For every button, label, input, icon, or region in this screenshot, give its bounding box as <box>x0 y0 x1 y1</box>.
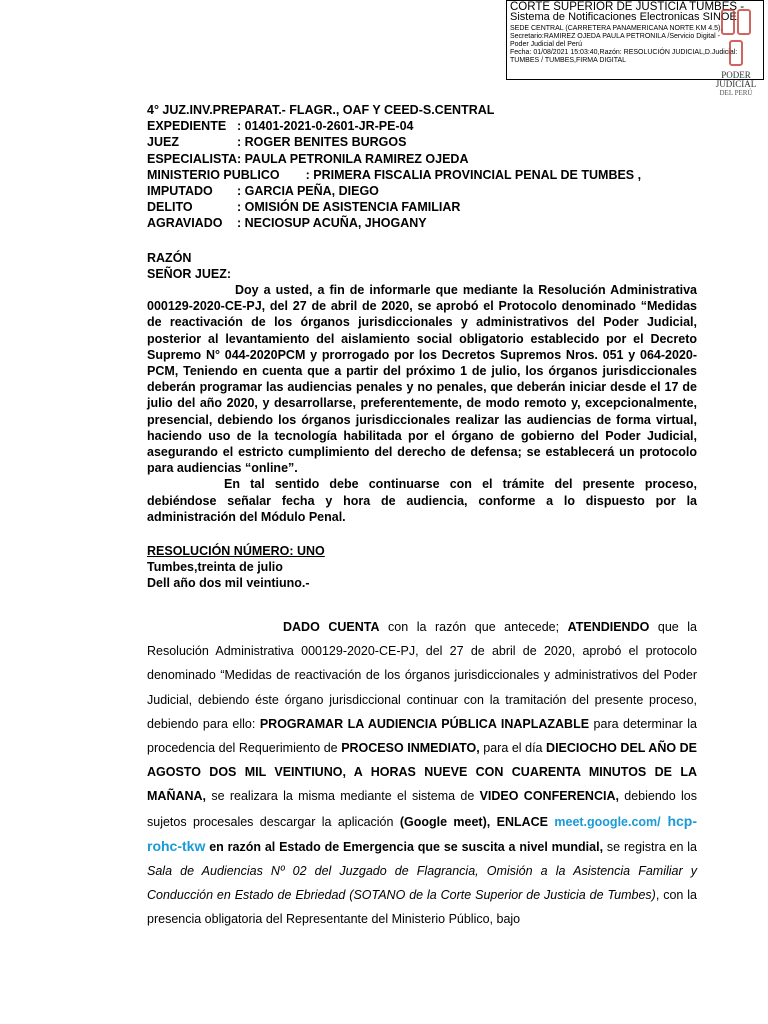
stamp-line: Poder Judicial del Perú <box>510 41 582 48</box>
stamp-line: SEDE CENTRAL (CARRETERA PANAMERICANA NORTE KM 4.5), <box>510 25 723 32</box>
razon-body <box>147 282 697 525</box>
resolution-heading <box>147 543 697 592</box>
body-text: para determinar la procedencia del Requerimiento de <box>147 716 697 756</box>
header-key: AGRAVIADO <box>147 216 223 231</box>
resolution-body <box>147 615 697 932</box>
body-text: VIDEO CONFERENCIA, <box>479 789 619 804</box>
header-key: EXPEDIENTE <box>147 119 227 134</box>
header-row <box>147 183 697 199</box>
header-key: ESPECIALISTA <box>147 151 238 166</box>
logo-text: DEL PERÚ <box>719 89 753 97</box>
stamp-line: Sistema de Notificaciones Electronicas SINOE <box>510 11 737 23</box>
body-text: Sala de Audiencias Nº 02 del Juzgado de Flagrancia, Omisión a la Asistencia Familiar y Conducción en Estado de Ebriedad (SOTANO de la Corte Superior de Justicia de Tumbes) <box>147 864 697 903</box>
body-text: PROGRAMAR LA AUDIENCIA PÚBLICA INAPLAZABLE <box>259 716 590 731</box>
meet-code-link[interactable]: hcp-rohc-tkw <box>147 812 697 854</box>
header-key: JUEZ <box>147 135 179 150</box>
body-text: , con la presencia obligatoria del Representante del Ministerio Público, bajo <box>147 888 698 927</box>
header-value: : ROGER BENITES BURGOS <box>237 135 407 150</box>
court-name: 4° JUZ.INV.PREPARAT.- FLAGR., OAF Y CEED-S.CENTRAL <box>147 103 495 117</box>
header-value: : 01401-2021-0-2601-JR-PE-04 <box>237 119 414 134</box>
razon-paragraph-text: En tal sentido debe continuarse con el trámite del presente proceso, debiéndose señalar fecha y hora de audiencia, conforme a lo dispuesto por la administración del Módulo Penal. <box>147 477 697 524</box>
stamp-line: Secretario:RAMIREZ OJEDA PAULA PETRONILA /Servicio Digital - <box>510 33 720 40</box>
poder-judicial-logo-icon <box>713 9 759 97</box>
razon-salutation: SEÑOR JUEZ: <box>147 267 232 282</box>
stamp-line: Fecha: 01/08/2021 15:03:40,Razón: RESOLUCIÓN JUDICIAL,D.Judicial: <box>510 49 738 56</box>
meet-link[interactable]: meet.google.com/ <box>554 814 661 829</box>
header-value: : PAULA PETRONILA RAMIREZ OJEDA <box>237 151 469 166</box>
header-value: : GARCIA PEÑA, DIEGO <box>237 184 379 199</box>
header-key: DELITO <box>147 200 193 215</box>
digital-signature-stamp <box>506 0 764 97</box>
body-text: DADO CUENTA <box>283 620 380 634</box>
header-key: IMPUTADO <box>147 184 213 199</box>
stamp-line: TUMBES / TUMBES,FIRMA DIGITAL <box>510 57 627 64</box>
header-row <box>147 167 697 183</box>
body-text: PROCESO INMEDIATO, <box>341 741 480 756</box>
header-row <box>147 151 697 167</box>
header-row <box>147 199 697 215</box>
body-text: ATENDIENDO <box>567 620 650 634</box>
resolution-place-date: Tumbes,treinta de julio <box>147 560 283 575</box>
razon-paragraph-text: Doy a usted, a fin de informarle que mediante la Resolución Administrativa 000129-2020-CE-PJ, del 27 de abril de 2020, se aprobó el Protocolo denominado “Medidas de reactivación de los órganos jurisdiccionales y administrativos del Poder Judicial, posterior al levantamiento del aislamiento social obligatorio establecido por el Decreto Supremo N° 044-2020PCM y prorrogado por los Decretos Supremos Nros. 051 y 064-2020-PCM, Teniendo en cuenta que a partir del próximo 1 de julio, los órganos jurisdiccionales deberán programar las audiencias penales y no penales, que deberán iniciar desde el 17 de julio del año 2020, y desarrollarse, preferentemente, de modo remoto y, excepcionalmente, presencial, debiendo los órganos jurisdiccionales realizar las audiencias de forma virtual, haciendo uso de la tecnología habilitada por el órgano de gobierno del Poder Judicial, asegurando el estricto cumplimiento del derecho de defensa; se establecerá un protocolo para audiencias “online”. <box>147 283 697 476</box>
body-text: (Google meet), ENLACE <box>399 814 555 829</box>
header-value: : NECIOSUP ACUÑA, JHOGANY <box>237 216 427 231</box>
header-key: MINISTERIO PUBLICO <box>147 167 280 182</box>
case-header <box>147 102 697 232</box>
header-row <box>147 215 697 231</box>
razon-paragraph <box>147 476 697 525</box>
header-row <box>147 134 697 150</box>
body-text: se registra en la <box>603 839 697 854</box>
body-text: en razón al Estado de Emergencia que se suscita a nivel mundial, <box>205 839 604 854</box>
body-text: debiendo los sujetos procesales descargar la aplicación <box>147 789 697 829</box>
header-value: : PRIMERA FISCALIA PROVINCIAL PENAL DE TUMBES , <box>305 167 642 182</box>
body-text: se realizara la misma mediante el sistema de <box>206 789 480 804</box>
razon-heading <box>147 250 697 282</box>
resolution-title: RESOLUCIÓN NÚMERO: UNO <box>147 544 325 558</box>
header-value: : OMISIÓN DE ASISTENCIA FAMILIAR <box>237 200 461 215</box>
body-text: para el día <box>479 741 547 756</box>
header-row <box>147 118 697 134</box>
razon-paragraph <box>147 282 697 476</box>
resolution-year: Dell año dos mil veintiuno.- <box>147 576 310 591</box>
razon-title: RAZÓN <box>147 251 192 265</box>
body-text: DIECIOCHO DEL AÑO DE AGOSTO DOS MIL VEINTIUNO, A HORAS NUEVE CON CUARENTA MINUTOS DE LA MAÑANA, <box>147 741 697 804</box>
logo-text: PODER JUDICIAL <box>715 70 757 89</box>
body-text: que la Resolución Administrativa 000129-2020-CE-PJ, del 27 de abril de 2020, aprobó el protocolo denominado “Medidas de reactivación de los órganos jurisdiccionales y administrativos del Poder Judicial, debiendo éste órgano jurisdiccional continuar con la tramitación del presente proceso, debiendo para ello: <box>147 620 697 731</box>
stamp-line: CORTE SUPERIOR DE JUSTICIA TUMBES - <box>510 1 745 13</box>
body-text: con la razón que antecede; <box>379 620 568 634</box>
